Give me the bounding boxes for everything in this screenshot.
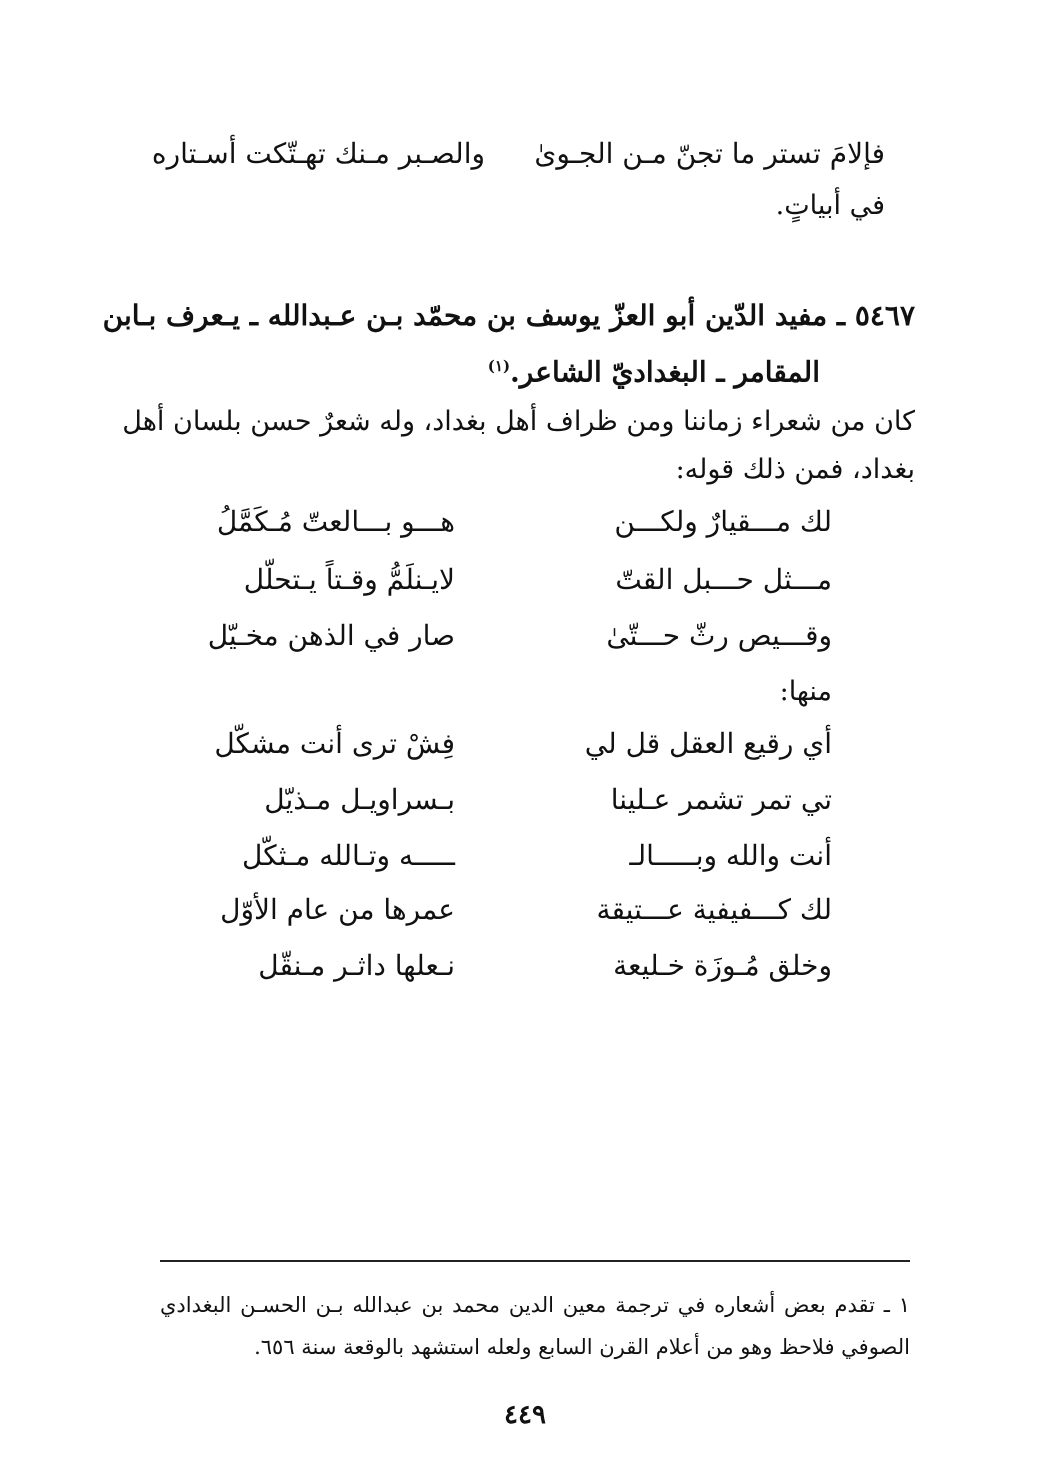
poem2-verse3-right: أنت والله وبـــــالـ [629, 839, 832, 872]
poem2-verse1-left: فِشْ ترى أنت مشكّل [214, 727, 455, 760]
poem2-verse5-left: نـعلها داثـر مـنقّل [258, 949, 455, 982]
poem1-verse3-right: وقـــيص رثّ حـــتّىٰ [606, 619, 832, 652]
page-number: ٤٤٩ [504, 1400, 546, 1430]
poem2-verse2-left: بـسراويـل مـذيّل [264, 783, 455, 816]
poem2-verse4-left: عمرها من عام الأوّل [220, 893, 455, 926]
entry-heading-line2 [488, 346, 820, 392]
entry-heading-line1: ٥٤٦٧ ـ مفيد الدّين أبو العزّ يوسف بن محمّد بـن عـبدالله ـ يـعرف بـابن [102, 299, 915, 332]
footnote-line1: ١ ـ تقدم بعض أشعاره في ترجمة معين الدين محمد بن عبدالله بـن الحسـن البغدادي [160, 1293, 910, 1317]
poem2-verse5-right: وخلق مُـوزَة خـليعة [613, 949, 832, 982]
poem1-verse2-right: مـــثل حـــبل القتّ [615, 563, 832, 596]
poem1-verse1-left: هـــو بـــالعتّ مُـكَمَّلُ [216, 505, 455, 538]
poem1-verse3-left: صار في الذهن مخـيّل [207, 619, 455, 652]
entry-heading-text: المقامر ـ البغداديّ الشاعر. [510, 355, 820, 389]
poem2-verse1-right: أي رقيع العقل قل لي [584, 727, 832, 760]
footnote-reference[interactable]: (١) [487, 357, 511, 375]
poem2-verse4-right: لك كـــفيفية عـــتيقة [596, 893, 832, 926]
top-verse-right-hemistich: فإلامَ تستر ما تجنّ مـن الجـوىٰ [534, 137, 885, 170]
minha-label: منها: [779, 676, 832, 707]
poem2-verse2-right: تي تمر تشمر عـلينا [610, 783, 832, 816]
footnote-line2: الصوفي فلاحظ وهو من أعلام القرن السابع ولعله استشهد بالوقعة سنة ٦٥٦. [254, 1335, 910, 1359]
top-verse-left-hemistich: والصـبر مـنك تهـتّكت أسـتاره [151, 137, 485, 170]
intro-line1: كان من شعراء زماننا ومن ظراف أهل بغداد، وله شعرٌ حسن بلسان أهل [122, 406, 915, 437]
after-verse-text: في أبياتٍ. [775, 190, 885, 221]
poem1-verse2-left: لايـنلَمُّ وقـتاً يـتحلّل [243, 563, 455, 596]
intro-line2: بغداد، فمن ذلك قوله: [675, 454, 915, 485]
poem2-verse3-left: ـــــه وتـالله مـثكّل [241, 839, 455, 872]
footnote-divider [160, 1260, 910, 1262]
poem1-verse1-right: لك مـــقيارٌ ولكـــن [614, 505, 832, 538]
